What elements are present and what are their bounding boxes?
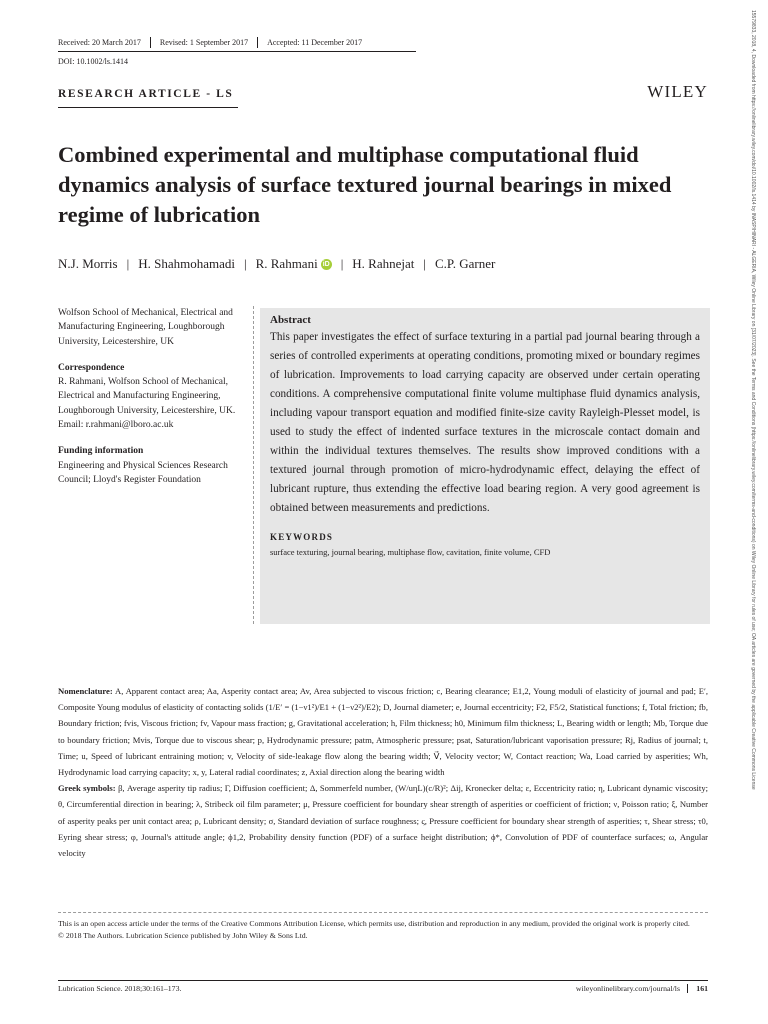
article-sidebar [58, 306, 248, 499]
nomenclature-text: A, Apparent contact area; Aa, Asperity contact area; Av, Area subjected to viscous friction; c, Bearing clearance; E1,2, Young moduli of elasticity of journal and pad; E′, Composite Young modulus of elasticity of contacting solids (1/E′ = (1−ν1²)/E1 + (1−ν2²)/E2); D, Journal diameter; e, Journal eccentricity; F2, F5/2, Statistical functions; f, Total friction; fb, Boundary friction; fvis, Viscous friction; fv, Vapour mass fraction; g, Gravitational acceleration; h, Film thickness; h0, Minimum film thickness; L, Bearing width or length; Mb, Torque due to boundary friction; Mvis, Torque due to viscous shear; p, Hydrodynamic pressure; patm, Atmospheric pressure; psat, Saturation/lubricant vaporisation pressure; Rj, Radius of journal; t, Time; u, Speed of lubricant entraining motion; v, Velocity of side-leakage flow along the bearing width; V⃗, Velocity vector; W, Contact reaction; Wa, Load carried by asperities; Wh, Hydrodynamic load carrying capacity; x, y, Lateral radial coordinates; z, Axial direction along the bearing width [58, 686, 708, 778]
correspondence-email[interactable]: Email: r.rahmani@lboro.ac.uk [58, 420, 174, 431]
funding-heading: Funding information [58, 446, 144, 457]
greek-symbols-label: Greek symbols: [58, 783, 116, 794]
author-separator: | [126, 256, 130, 271]
copyright-text: © 2018 The Authors. Lubrication Science published by John Wiley & Sons Ltd. [58, 931, 308, 940]
article-type-rule [58, 107, 238, 108]
funding [58, 444, 248, 487]
header-rule [58, 51, 416, 52]
author-list [58, 256, 495, 272]
accepted-date: Accepted: 11 December 2017 [257, 37, 371, 48]
download-notice-strip [744, 10, 756, 1010]
greek-symbols-text: β, Average asperity tip radius; Γ, Diffusion coefficient; Δ, Sommerfeld number, (W/uηL)(c/R)²; Δij, Kronecker delta; ε, Eccentricity ratio; η, Lubricant dynamic viscosity; θ, Circumferential direction in bearing; λ, Stribeck oil film parameter; μ, Pressure coefficient for boundary shear strength of asperities or coefficient of friction; ν, Poisson ratio; ξ, Number of asperity peaks per unit contact area; ρ, Lubricant density; σ, Standard deviation of surface roughness; ς, Pressure coefficient for boundary shear strength of asperities; τ, Shear stress; τ0, Eyring shear stress; φ, Journal's attitude angle; ϕ1,2, Probability density function (PDF) of a surface height distribution; ϕ*, Convolution of PDF of counterface surfaces; ω, Angular velocity [58, 783, 709, 859]
nomenclature-label: Nomenclature: [58, 686, 113, 696]
funding-text: Engineering and Physical Sciences Research Council; Lloyd's Register Foundation [58, 460, 228, 485]
footer-rule [58, 980, 708, 981]
author-separator: | [423, 256, 426, 271]
license-notice [58, 918, 708, 942]
author-separator: | [243, 256, 247, 271]
greek-symbols-paragraph [58, 780, 708, 861]
keywords-text: surface texturing, journal bearing, multiphase flow, cavitation, finite volume, CFD [270, 547, 551, 557]
journal-url-link[interactable]: wileyonlinelibrary.com/journal/ls [575, 984, 680, 993]
abstract-box [260, 308, 710, 624]
license-text: This is an open access article under the terms of the Creative Commons Attribution License, which permits use, distribution and reproduction in any medium, provided the original work is properly cited. [58, 919, 690, 928]
affiliation: Wolfson School of Mechanical, Electrical and Manufacturing Engineering, Loughborough University, Leicestershire, UK [58, 308, 233, 347]
revised-date: Revised: 1 September 2017 [150, 37, 257, 48]
correspondence [58, 361, 248, 432]
article-type: RESEARCH ARTICLE - LS [58, 88, 234, 100]
download-notice-text: 15579833, 2018, 4, Downloaded from https://onlinelibrary.wiley.com/doi/10.1002/ls.1414 by INASP/HINARI - ALGERIA, Wiley Online Library on [31/07/2023]. See the Terms and Conditions (https://onlinelibrary.wiley.com/terms-and-conditions) on Wiley Online Library for rules of use; OA articles are governed by the applicable Creative Commons License [750, 10, 756, 790]
author-name[interactable]: N.J. Morris [58, 256, 118, 271]
abstract-heading: Abstract [270, 314, 311, 326]
author-name[interactable]: R. Rahmani [255, 256, 318, 271]
correspondence-heading: Correspondence [58, 362, 125, 373]
license-rule [58, 912, 708, 913]
keywords-heading: KEYWORDS [270, 532, 334, 542]
abstract-text: This paper investigates the effect of surface texturing in a partial pad journal bearing through a series of controlled experiments at operating conditions, promoting mixed or boundary regimes of lubrication. Improvements to load carrying capacity are observed under certain operating conditions. A comprehensive computational finite volume multiphase fluid dynamics analysis, including vapour transport equation and modified finite-size cavity Rayleigh-Plesset model, is used to study the effect of indented surface textures in the microscale contact domain and within the individual textures themselves. The results show improved conditions with a textured journal through promotion of micro-hydrodynamic effect, delaying the effect of lubricant rupture, thus extending the effective load bearing region. A very good agreement is obtained between measurements and predictions. [270, 331, 700, 514]
author-name[interactable]: C.P. Garner [435, 256, 496, 271]
nomenclature-paragraph [58, 683, 708, 780]
nomenclature-section [58, 683, 708, 861]
author-name[interactable]: H. Shahmohamadi [138, 256, 235, 271]
author-separator: | [340, 256, 344, 271]
received-date: Received: 20 March 2017 [58, 38, 141, 47]
publisher-logo[interactable]: WILEY [647, 82, 708, 101]
sidebar-divider [253, 306, 254, 624]
article-dates [58, 37, 371, 48]
correspondence-text: R. Rahmani, Wolfson School of Mechanical, Electrical and Manufacturing Engineering, Loughborough University, Leicestershire, UK. [58, 377, 236, 416]
doi[interactable]: DOI: 10.1002/ls.1414 [58, 57, 128, 66]
orcid-icon[interactable]: iD [322, 260, 330, 268]
author-name[interactable]: H. Rahnejat [352, 256, 415, 271]
page-number: 161 [687, 984, 708, 993]
journal-citation: Lubrication Science. 2018;30:161–173. [58, 984, 182, 993]
article-title: Combined experimental and multiphase computational fluid dynamics analysis of surface textured journal bearings in mixed regime of lubrication [58, 142, 672, 227]
